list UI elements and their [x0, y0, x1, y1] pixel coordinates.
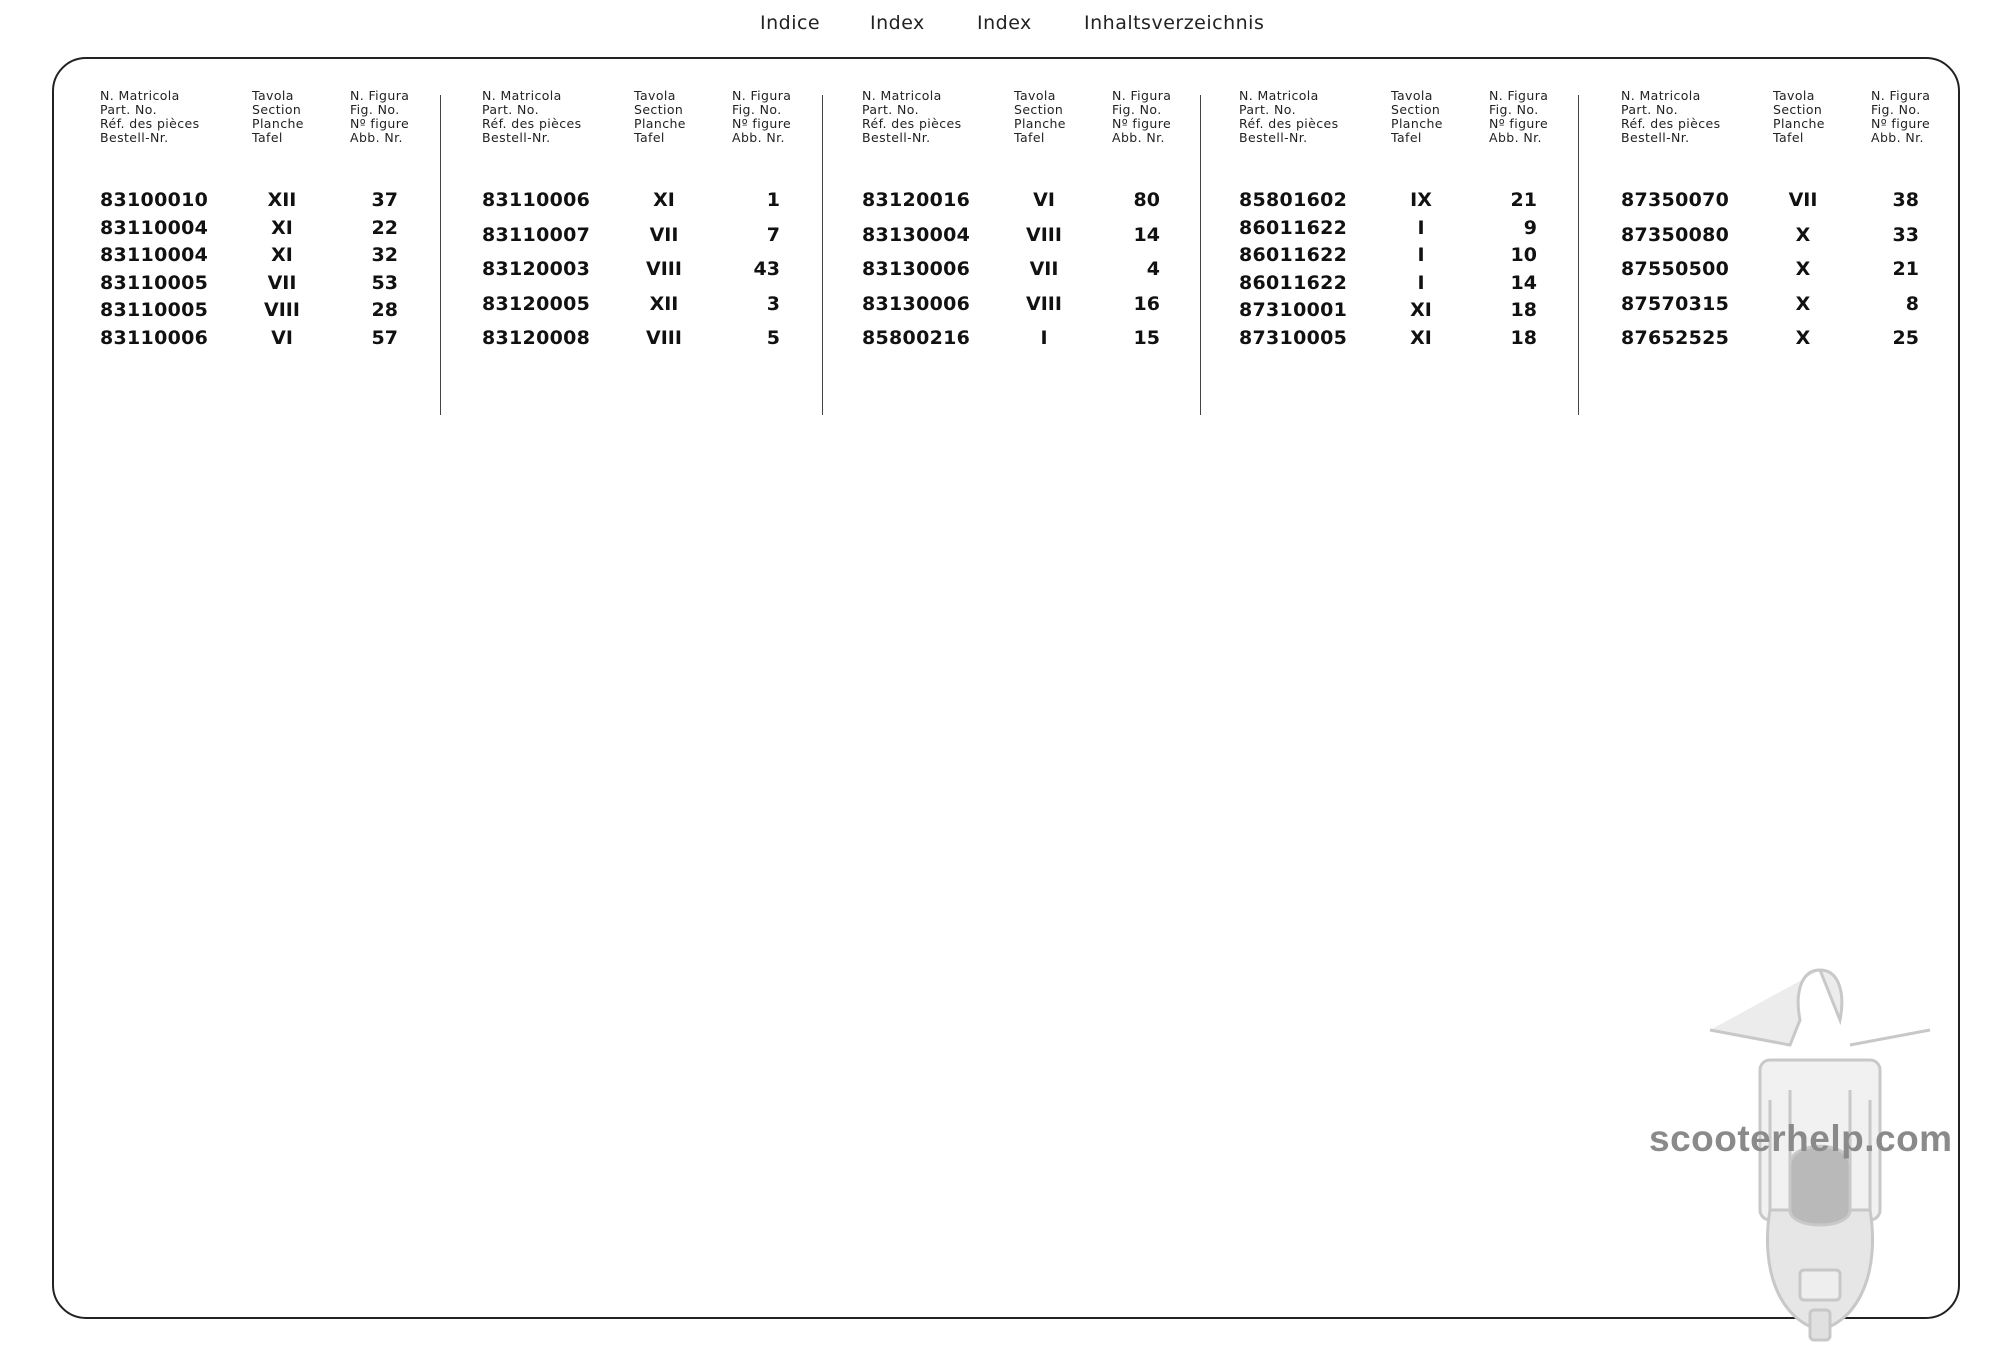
- figure-number: 57: [371, 326, 398, 349]
- part-number: 83110004: [100, 244, 209, 266]
- header-line: Section: [1391, 102, 1441, 117]
- section-number: X: [1795, 258, 1811, 280]
- table-row: [100, 217, 480, 245]
- index-rows: [100, 189, 480, 354]
- table-row: [1239, 299, 1619, 327]
- index-rows: [1621, 189, 2000, 362]
- index-column: [862, 89, 1242, 419]
- figure-number: 21: [1892, 258, 1919, 280]
- header-line: Abb. Nr.: [732, 130, 785, 145]
- header-line: Tavola: [1014, 88, 1056, 103]
- section-number: X: [1795, 292, 1811, 315]
- table-row: [862, 293, 1242, 328]
- header-line: Bestell-Nr.: [862, 130, 931, 145]
- figure-number: 38: [1892, 189, 1919, 211]
- part-number: 86011622: [1239, 216, 1348, 239]
- header-line: Section: [634, 102, 684, 117]
- table-row: [862, 258, 1242, 293]
- section-number: VIII: [1026, 223, 1062, 246]
- part-number: 83110005: [100, 299, 209, 321]
- section-number: VI: [271, 326, 293, 349]
- index-rows: [482, 189, 862, 362]
- section-number: I: [1417, 216, 1425, 239]
- index-rows: [1239, 189, 1619, 354]
- table-row: [1239, 217, 1619, 245]
- table-row: [1239, 189, 1619, 217]
- section-number: X: [1795, 327, 1811, 349]
- section-number: XI: [1410, 326, 1432, 349]
- figure-number: 10: [1510, 244, 1537, 266]
- header-line: Réf. des pièces: [482, 116, 582, 131]
- header-line: Bestell-Nr.: [482, 130, 551, 145]
- column-divider: [822, 95, 823, 415]
- part-number: 87652525: [1621, 327, 1730, 349]
- header-line: Tafel: [634, 130, 665, 145]
- header-line: Réf. des pièces: [862, 116, 962, 131]
- header-line: Section: [252, 102, 302, 117]
- part-number: 83130006: [862, 292, 971, 315]
- title-german: Inhaltsverzeichnis: [1084, 12, 1265, 34]
- section-number: VII: [649, 223, 679, 246]
- header-line: Fig. No.: [1871, 102, 1921, 117]
- figure-number: 28: [371, 299, 398, 321]
- header-line: Tafel: [1773, 130, 1804, 145]
- header-line: N. Figura: [1489, 88, 1549, 103]
- index-rows: [862, 189, 1242, 362]
- figure-number: 1: [766, 189, 780, 211]
- header-line: Fig. No.: [1489, 102, 1539, 117]
- figure-number: 18: [1510, 299, 1537, 321]
- header-line: Abb. Nr.: [1489, 130, 1542, 145]
- figure-number: 4: [1146, 258, 1160, 280]
- table-row: [862, 327, 1242, 362]
- table-row: [100, 299, 480, 327]
- figure-number: 18: [1510, 326, 1537, 349]
- section-number: IX: [1410, 189, 1432, 211]
- header-part-number: [1239, 89, 1339, 145]
- header-line: Réf. des pièces: [1239, 116, 1339, 131]
- figure-number: 3: [766, 292, 780, 315]
- header-line: N. Matricola: [1239, 88, 1319, 103]
- part-number: 83130006: [862, 258, 971, 280]
- header-part-number: [1621, 89, 1721, 145]
- header-line: Planche: [634, 116, 686, 131]
- part-number: 85801602: [1239, 189, 1348, 211]
- header-line: Tafel: [1014, 130, 1045, 145]
- section-number: XI: [653, 189, 675, 211]
- section-number: VIII: [264, 299, 300, 321]
- figure-number: 53: [371, 271, 398, 294]
- figure-number: 9: [1523, 216, 1537, 239]
- header-part-number: [862, 89, 962, 145]
- section-number: VI: [1033, 189, 1055, 211]
- header-line: Nº figure: [1112, 116, 1172, 131]
- table-row: [862, 224, 1242, 259]
- table-row: [1239, 244, 1619, 272]
- header-line: Réf. des pièces: [100, 116, 200, 131]
- title-english: Index: [870, 12, 925, 34]
- figure-number: 14: [1510, 271, 1537, 294]
- title-italian: Indice: [760, 12, 821, 34]
- part-number: 87550500: [1621, 258, 1730, 280]
- figure-number: 5: [766, 327, 780, 349]
- header-line: Section: [1773, 102, 1823, 117]
- figure-number: 37: [371, 189, 398, 211]
- header-figure: [1871, 89, 1930, 145]
- header-line: Tavola: [634, 88, 676, 103]
- section-number: VIII: [646, 258, 682, 280]
- figure-number: 21: [1510, 189, 1537, 211]
- header-line: Fig. No.: [350, 102, 400, 117]
- table-row: [482, 327, 862, 362]
- table-row: [1621, 293, 2000, 328]
- header-line: Part. No.: [862, 102, 919, 117]
- header-line: Nº figure: [1871, 116, 1931, 131]
- table-row: [1621, 258, 2000, 293]
- part-number: 83110007: [482, 223, 591, 246]
- page-title: [0, 12, 2000, 42]
- header-line: Planche: [1773, 116, 1825, 131]
- part-number: 83120005: [482, 292, 591, 315]
- section-number: XI: [271, 216, 293, 239]
- section-number: VIII: [646, 327, 682, 349]
- figure-number: 25: [1892, 327, 1919, 349]
- header-line: Nº figure: [732, 116, 792, 131]
- part-number: 86011622: [1239, 244, 1348, 266]
- table-row: [862, 189, 1242, 224]
- header-section: [1014, 89, 1066, 145]
- section-number: XII: [267, 189, 297, 211]
- table-row: [1239, 327, 1619, 355]
- section-number: VII: [1029, 258, 1059, 280]
- part-number: 83120003: [482, 258, 591, 280]
- figure-number: 7: [766, 223, 780, 246]
- part-number: 83130004: [862, 223, 971, 246]
- header-figure: [1489, 89, 1548, 145]
- index-column: [1239, 89, 1619, 419]
- table-row: [100, 244, 480, 272]
- column-divider: [1200, 95, 1201, 415]
- header-line: Bestell-Nr.: [1239, 130, 1308, 145]
- figure-number: 8: [1905, 292, 1919, 315]
- header-line: Section: [1014, 102, 1064, 117]
- part-number: 85800216: [862, 327, 971, 349]
- index-column: [1621, 89, 2000, 419]
- header-line: Nº figure: [1489, 116, 1549, 131]
- part-number: 83120016: [862, 189, 971, 211]
- table-row: [482, 224, 862, 259]
- header-line: N. Matricola: [1621, 88, 1701, 103]
- part-number: 87570315: [1621, 292, 1730, 315]
- header-line: Abb. Nr.: [1871, 130, 1924, 145]
- part-number: 83110006: [100, 326, 209, 349]
- watermark-text: scooterhelp.com: [1649, 1118, 1953, 1159]
- header-line: Bestell-Nr.: [100, 130, 169, 145]
- section-number: I: [1417, 244, 1425, 266]
- table-row: [1621, 189, 2000, 224]
- header-line: Tafel: [252, 130, 283, 145]
- header-part-number: [100, 89, 200, 145]
- header-line: Tafel: [1391, 130, 1422, 145]
- figure-number: 14: [1133, 223, 1160, 246]
- part-number: 83110004: [100, 216, 209, 239]
- header-line: Part. No.: [100, 102, 157, 117]
- figure-number: 32: [371, 244, 398, 266]
- header-line: N. Figura: [732, 88, 792, 103]
- section-number: X: [1795, 223, 1811, 246]
- part-number: 83120008: [482, 327, 591, 349]
- header-section: [1391, 89, 1443, 145]
- header-line: N. Figura: [1871, 88, 1931, 103]
- figure-number: 33: [1892, 223, 1919, 246]
- part-number: 83100010: [100, 189, 209, 211]
- header-line: Tavola: [1391, 88, 1433, 103]
- header-line: N. Matricola: [100, 88, 180, 103]
- table-row: [1239, 272, 1619, 300]
- header-line: Part. No.: [1239, 102, 1296, 117]
- header-figure: [350, 89, 409, 145]
- table-row: [1621, 224, 2000, 259]
- header-line: N. Figura: [1112, 88, 1172, 103]
- header-line: N. Matricola: [862, 88, 942, 103]
- section-number: I: [1040, 327, 1048, 349]
- section-number: VII: [267, 271, 297, 294]
- section-number: I: [1417, 271, 1425, 294]
- figure-number: 16: [1133, 292, 1160, 315]
- section-number: VII: [1788, 189, 1818, 211]
- title-french: Index: [977, 12, 1032, 34]
- header-part-number: [482, 89, 582, 145]
- figure-number: 80: [1133, 189, 1160, 211]
- column-divider: [440, 95, 441, 415]
- index-column: [100, 89, 480, 419]
- header-line: Part. No.: [1621, 102, 1678, 117]
- table-row: [100, 189, 480, 217]
- header-figure: [732, 89, 791, 145]
- part-number: 87310005: [1239, 326, 1348, 349]
- table-row: [100, 272, 480, 300]
- header-line: Fig. No.: [1112, 102, 1162, 117]
- index-column: [482, 89, 862, 419]
- header-line: Réf. des pièces: [1621, 116, 1721, 131]
- table-row: [482, 189, 862, 224]
- part-number: 83110006: [482, 189, 591, 211]
- part-number: 86011622: [1239, 271, 1348, 294]
- section-number: XII: [649, 292, 679, 315]
- header-line: Nº figure: [350, 116, 410, 131]
- header-line: N. Matricola: [482, 88, 562, 103]
- section-number: VIII: [1026, 292, 1062, 315]
- figure-number: 43: [753, 258, 780, 280]
- section-number: XI: [1410, 299, 1432, 321]
- header-section: [1773, 89, 1825, 145]
- section-number: XI: [271, 244, 293, 266]
- part-number: 83110005: [100, 271, 209, 294]
- part-number: 87350080: [1621, 223, 1730, 246]
- header-line: Planche: [1391, 116, 1443, 131]
- header-line: Abb. Nr.: [1112, 130, 1165, 145]
- table-row: [482, 293, 862, 328]
- header-line: Planche: [252, 116, 304, 131]
- column-divider: [1578, 95, 1579, 415]
- header-line: Planche: [1014, 116, 1066, 131]
- table-row: [1621, 327, 2000, 362]
- header-line: Tavola: [1773, 88, 1815, 103]
- part-number: 87310001: [1239, 299, 1348, 321]
- part-number: 87350070: [1621, 189, 1730, 211]
- header-line: Tavola: [252, 88, 294, 103]
- header-line: Part. No.: [482, 102, 539, 117]
- table-row: [482, 258, 862, 293]
- figure-number: 15: [1133, 327, 1160, 349]
- header-line: Abb. Nr.: [350, 130, 403, 145]
- header-figure: [1112, 89, 1171, 145]
- header-line: Bestell-Nr.: [1621, 130, 1690, 145]
- figure-number: 22: [371, 216, 398, 239]
- header-line: N. Figura: [350, 88, 410, 103]
- table-row: [100, 327, 480, 355]
- header-section: [634, 89, 686, 145]
- header-section: [252, 89, 304, 145]
- header-line: Fig. No.: [732, 102, 782, 117]
